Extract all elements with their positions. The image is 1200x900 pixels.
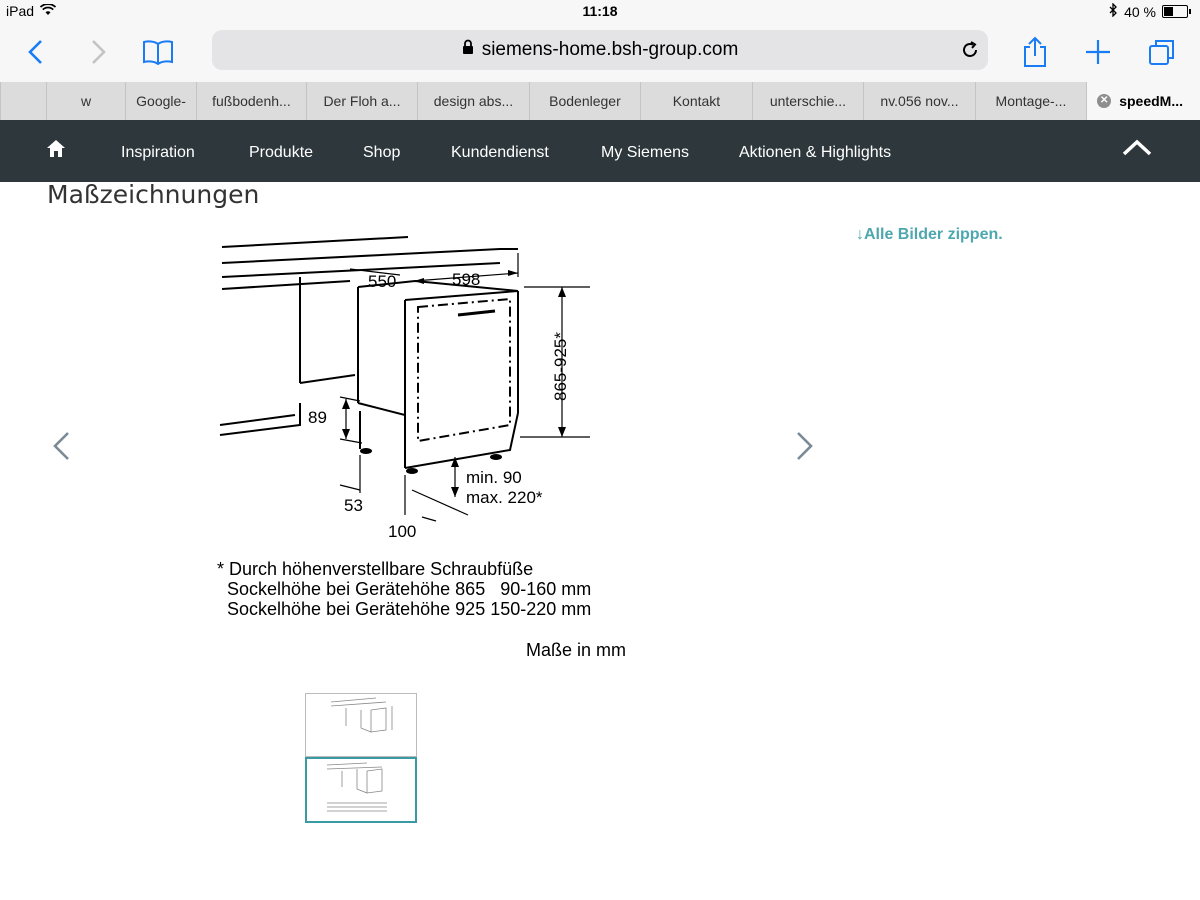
- units-label: Maße in mm: [526, 640, 627, 660]
- url-text: siemens-home.bsh-group.com: [481, 39, 739, 60]
- tab-spacer: [0, 82, 46, 120]
- tab[interactable]: [640, 82, 752, 120]
- thumbnail-strip: [305, 693, 417, 823]
- home-icon: [46, 139, 66, 159]
- previous-image-button[interactable]: [50, 430, 72, 467]
- tab[interactable]: [863, 82, 975, 120]
- reload-button[interactable]: [950, 30, 990, 70]
- dim-100: 100: [388, 522, 417, 541]
- dim-max: max. 220*: [466, 488, 543, 507]
- nav-kundendienst[interactable]: Kundendienst: [451, 144, 549, 161]
- tab[interactable]: [417, 82, 529, 120]
- tab-label: w: [81, 93, 92, 109]
- device-label: iPad: [6, 3, 35, 19]
- lock-icon: [462, 39, 474, 61]
- nav-shop[interactable]: Shop: [363, 144, 401, 161]
- tab[interactable]: [975, 82, 1087, 120]
- tab-strip: [0, 82, 1200, 120]
- dim-550: 550: [368, 272, 397, 291]
- tab-label: Google-: [136, 93, 186, 109]
- chevron-left-icon: [27, 39, 45, 65]
- tab-label: Bodenleger: [549, 93, 621, 109]
- nav-produkte[interactable]: Produkte: [249, 144, 314, 161]
- share-button[interactable]: [1015, 32, 1055, 72]
- tabs-overview-button[interactable]: [1142, 32, 1182, 72]
- tab[interactable]: [196, 82, 306, 120]
- dim-598: 598: [452, 270, 481, 289]
- chevron-up-icon: [1122, 138, 1152, 158]
- back-button[interactable]: [16, 32, 56, 72]
- thumbnail-drawing-icon: [307, 759, 415, 821]
- forward-button[interactable]: [78, 32, 118, 72]
- battery-level: [1164, 7, 1173, 16]
- tab-label: fußbodenh...: [212, 93, 291, 109]
- page-title: Maßzeichnungen: [47, 180, 260, 209]
- nav-inspiration[interactable]: Inspiration: [121, 144, 195, 161]
- status-bar: [0, 0, 1200, 24]
- dim-height: 865-925*: [551, 331, 570, 401]
- share-icon: [1022, 36, 1048, 68]
- tab[interactable]: [529, 82, 641, 120]
- tab-label: nv.056 nov...: [880, 93, 959, 109]
- scroll-top-button[interactable]: [1122, 138, 1152, 163]
- browser-toolbar: [0, 24, 1200, 82]
- bluetooth-icon: [1109, 3, 1118, 20]
- nav-aktionen[interactable]: Aktionen & Highlights: [739, 144, 892, 161]
- tab-label: speedM...: [1119, 93, 1183, 109]
- thumbnail-2-selected[interactable]: [305, 757, 417, 823]
- tab-label: Der Floh a...: [323, 93, 401, 109]
- tab-label: design abs...: [433, 93, 514, 109]
- clock: 11:18: [582, 3, 618, 19]
- dim-min: min. 90: [466, 468, 522, 487]
- dim-89: 89: [308, 408, 327, 427]
- footnote-line-3: Sockelhöhe bei Gerätehöhe 925 150-220 mm: [217, 599, 592, 619]
- bookmarks-button[interactable]: [138, 32, 178, 72]
- tab-label: unterschie...: [769, 93, 847, 109]
- dim-53: 53: [344, 496, 363, 515]
- tab[interactable]: [46, 82, 125, 120]
- address-bar[interactable]: [212, 30, 988, 70]
- chevron-right-icon: [794, 430, 816, 462]
- tab-active[interactable]: [1086, 82, 1200, 120]
- footnote-line-1: * Durch höhenverstellbare Schraubfüße: [217, 559, 534, 579]
- book-icon: [142, 39, 174, 65]
- new-tab-button[interactable]: [1078, 32, 1118, 72]
- battery-icon: [1162, 5, 1188, 18]
- tab[interactable]: [125, 82, 196, 120]
- tab[interactable]: [306, 82, 418, 120]
- next-image-button[interactable]: [794, 430, 816, 467]
- plus-icon: [1085, 39, 1111, 65]
- tab[interactable]: [752, 82, 864, 120]
- zip-all-images-link[interactable]: ↓Alle Bilder zippen.: [856, 226, 1003, 243]
- thumbnail-drawing-icon: [306, 694, 416, 756]
- arrow-down-icon: ↓: [856, 226, 864, 243]
- thumbnail-1[interactable]: [305, 693, 417, 757]
- tabs-icon: [1147, 37, 1177, 67]
- nav-my-siemens[interactable]: My Siemens: [601, 144, 690, 161]
- home-button[interactable]: [46, 139, 66, 164]
- footnote-line-2: Sockelhöhe bei Gerätehöhe 865 90-160 mm: [217, 579, 592, 599]
- reload-icon: [960, 40, 980, 60]
- chevron-left-icon: [50, 430, 72, 462]
- tab-label: Montage-...: [995, 93, 1067, 109]
- tab-label: Kontakt: [672, 93, 721, 109]
- close-tab-icon[interactable]: ✕: [1097, 94, 1111, 108]
- chevron-right-icon: [89, 39, 107, 65]
- battery-percent: 40 %: [1124, 3, 1156, 20]
- site-navigation: [0, 120, 1200, 182]
